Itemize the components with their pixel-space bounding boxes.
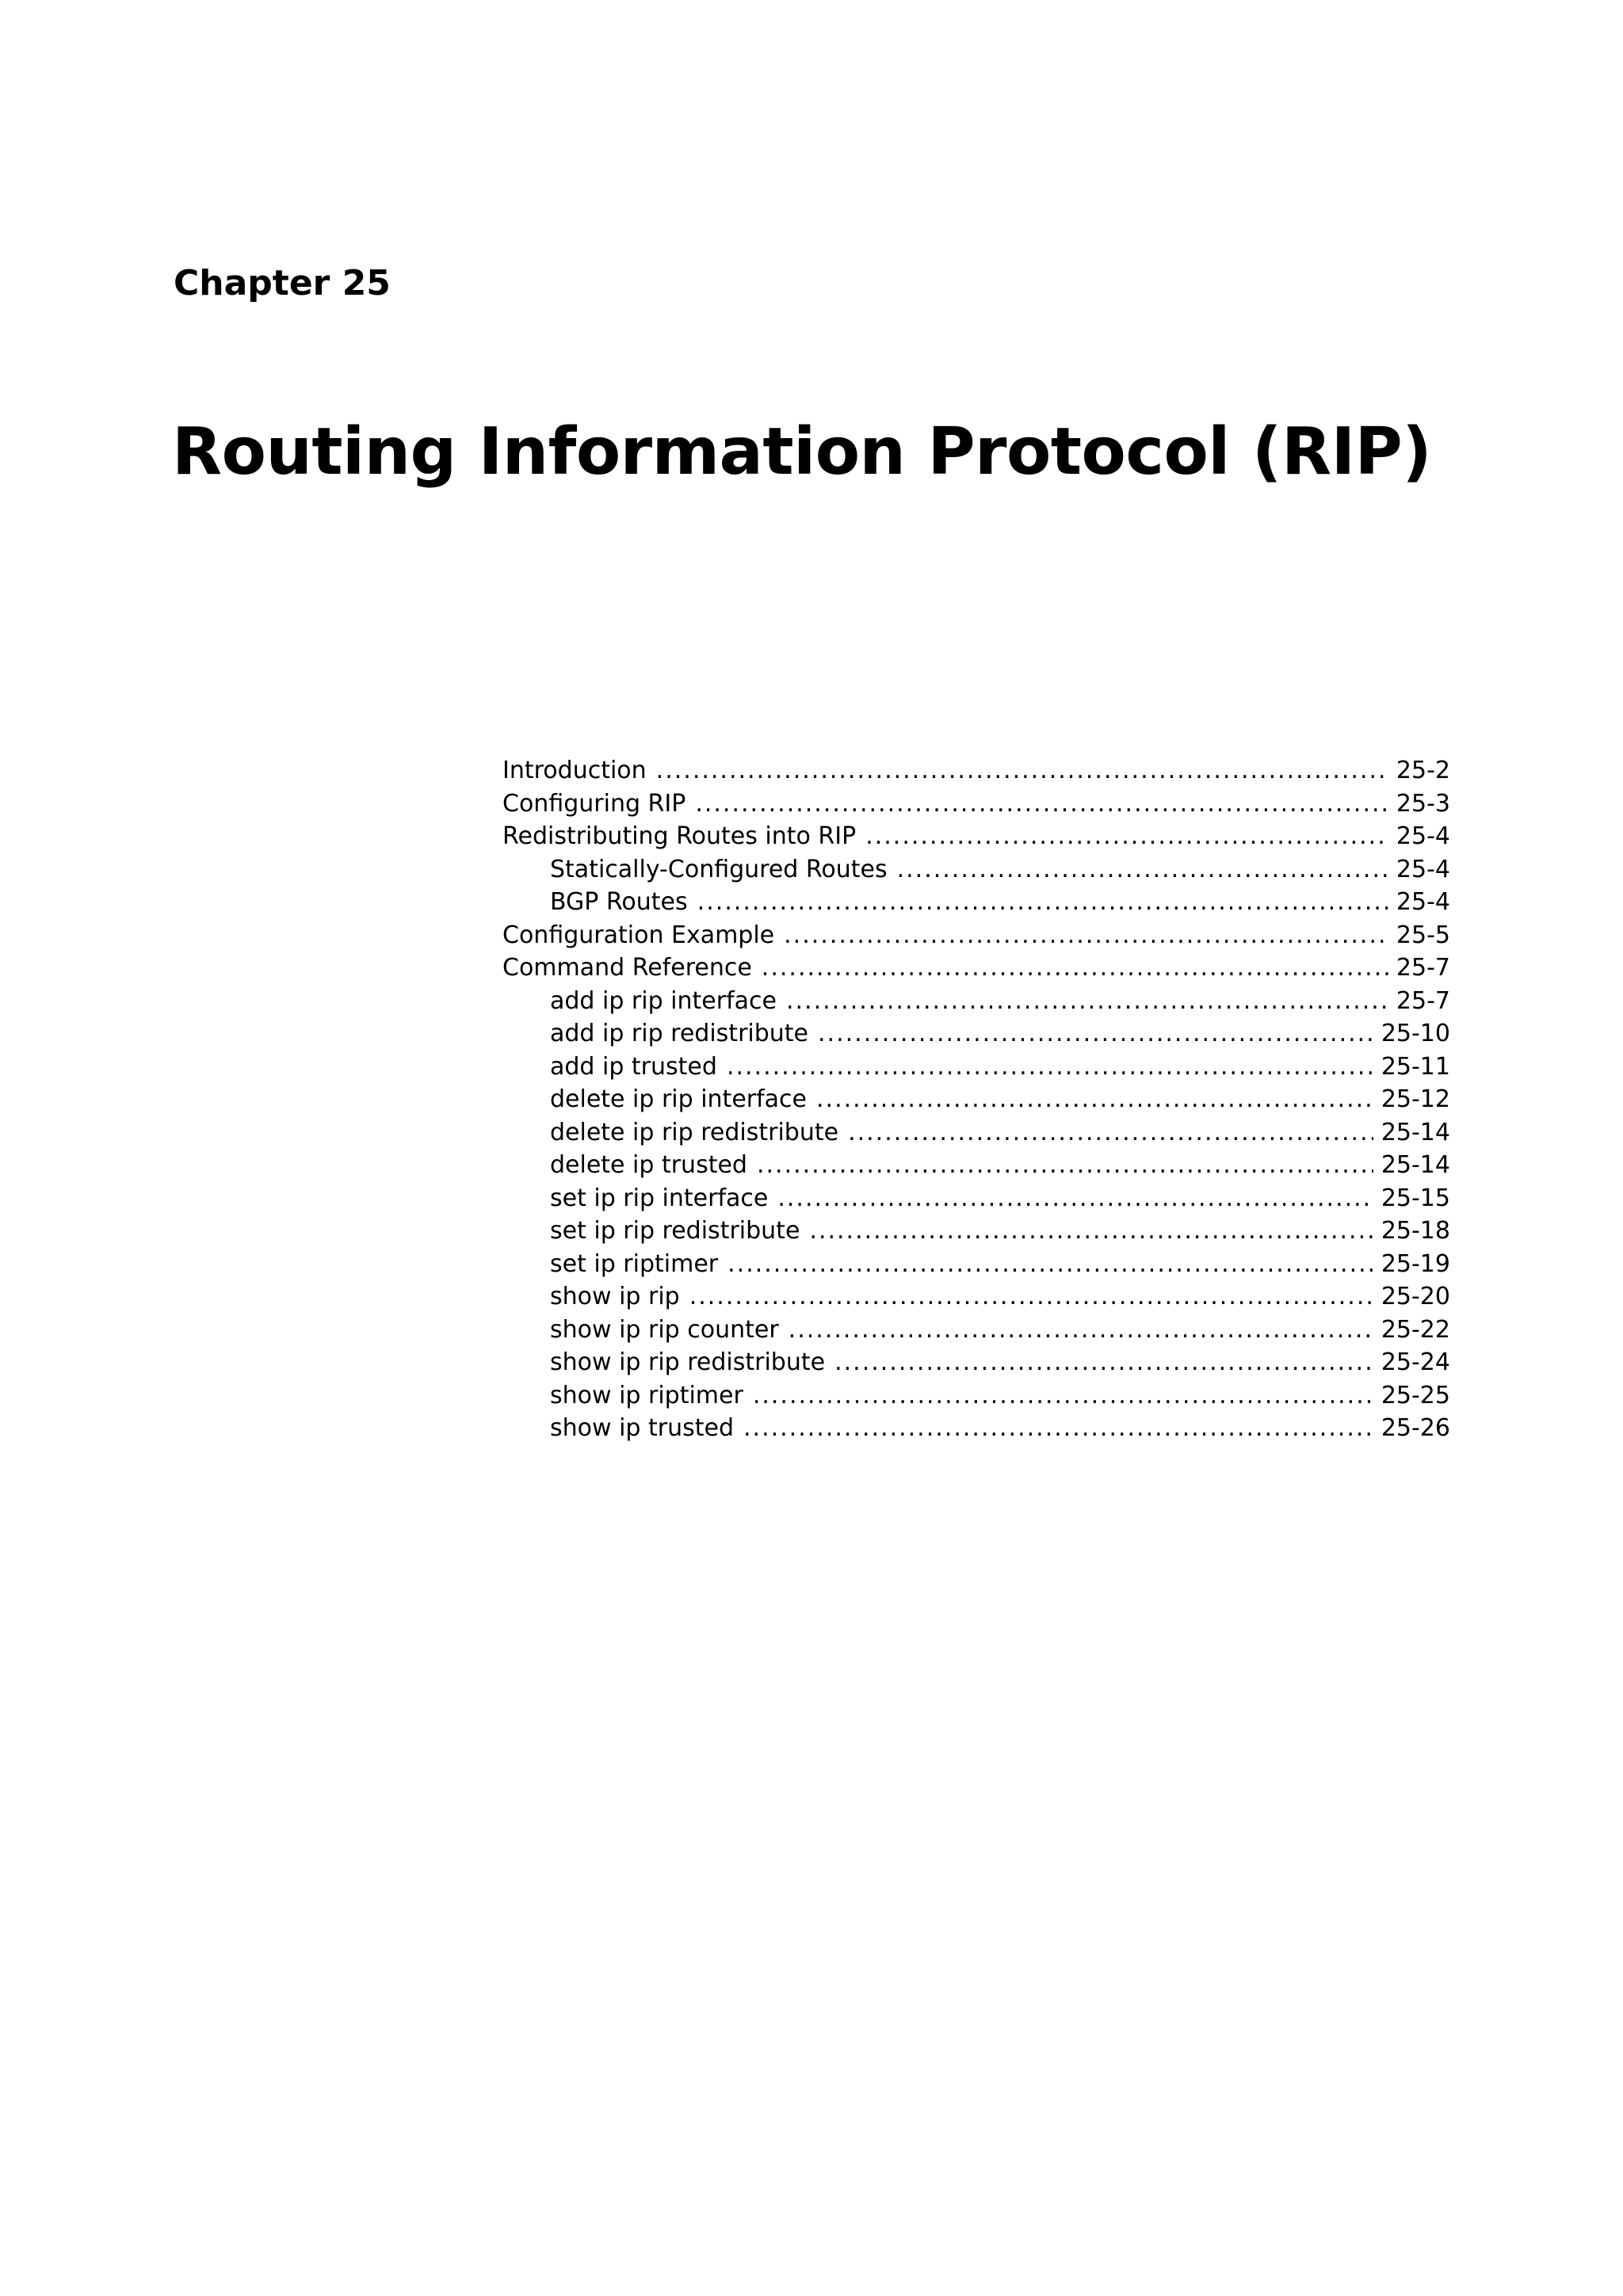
toc-dot-leader bbox=[809, 1215, 1373, 1248]
toc-entry-page: 25-22 bbox=[1381, 1315, 1450, 1344]
toc-entry-title: add ip trusted bbox=[550, 1052, 717, 1081]
toc-entry-title: show ip rip counter bbox=[550, 1315, 779, 1344]
toc-entry[interactable] bbox=[502, 820, 1450, 853]
toc-entry[interactable] bbox=[502, 985, 1450, 1018]
toc-entry-page: 25-10 bbox=[1381, 1020, 1450, 1047]
toc-entry-title: BGP Routes bbox=[550, 888, 688, 916]
toc-dot-leader bbox=[834, 1346, 1373, 1379]
toc-entry-title: delete ip rip redistribute bbox=[550, 1118, 839, 1146]
toc-entry[interactable] bbox=[502, 1215, 1450, 1248]
toc-entry[interactable] bbox=[502, 853, 1450, 887]
toc-entry[interactable] bbox=[502, 1083, 1450, 1116]
toc-entry-page: 25-14 bbox=[1381, 1151, 1450, 1179]
toc-entry-title: delete ip trusted bbox=[550, 1151, 747, 1179]
toc-dot-leader bbox=[689, 1280, 1373, 1314]
chapter-title: Routing Information Protocol (RIP) bbox=[172, 414, 1432, 490]
toc-dot-leader bbox=[727, 1051, 1373, 1084]
toc-entry-page: 25-4 bbox=[1396, 888, 1450, 916]
toc-dot-leader bbox=[695, 788, 1388, 821]
toc-dot-leader bbox=[897, 853, 1388, 887]
toc-entry-page: 25-18 bbox=[1381, 1217, 1450, 1245]
toc-entry-title: set ip rip interface bbox=[550, 1184, 769, 1212]
toc-entry[interactable] bbox=[502, 788, 1450, 821]
toc-entry-title: Configuring RIP bbox=[502, 789, 686, 818]
toc-dot-leader bbox=[848, 1116, 1373, 1150]
toc-dot-leader bbox=[753, 1379, 1373, 1413]
toc-entry-title: delete ip rip interface bbox=[550, 1085, 808, 1113]
toc-entry[interactable] bbox=[502, 1248, 1450, 1281]
toc-entry[interactable] bbox=[502, 886, 1450, 919]
toc-entry[interactable] bbox=[502, 1149, 1450, 1182]
toc-entry-title: show ip rip bbox=[550, 1283, 680, 1310]
toc-entry-title: Configuration Example bbox=[502, 921, 775, 949]
toc-entry-title: Statically-Configured Routes bbox=[550, 855, 888, 883]
toc-entry-page: 25-14 bbox=[1381, 1118, 1450, 1146]
toc-dot-leader bbox=[786, 985, 1388, 1018]
toc-entry[interactable] bbox=[502, 1182, 1450, 1215]
toc-entry-page: 25-7 bbox=[1396, 954, 1450, 982]
toc-dot-leader bbox=[818, 1017, 1373, 1051]
toc-dot-leader bbox=[784, 919, 1388, 952]
toc-entry-page: 25-24 bbox=[1381, 1348, 1450, 1376]
toc-entry-page: 25-11 bbox=[1381, 1052, 1450, 1081]
toc-dot-leader bbox=[762, 952, 1388, 985]
toc-entry-title: show ip trusted bbox=[550, 1414, 734, 1442]
toc-dot-leader bbox=[789, 1314, 1373, 1347]
toc-entry[interactable] bbox=[502, 919, 1450, 952]
toc-dot-leader bbox=[777, 1182, 1373, 1215]
toc-entry[interactable] bbox=[502, 1017, 1450, 1051]
toc-entry-title: show ip rip redistribute bbox=[550, 1348, 826, 1376]
toc-dot-leader bbox=[697, 886, 1388, 919]
toc-entry[interactable] bbox=[502, 754, 1450, 788]
toc-entry-page: 25-5 bbox=[1396, 921, 1450, 949]
toc-dot-leader bbox=[727, 1248, 1373, 1281]
toc-dot-leader bbox=[816, 1083, 1373, 1116]
toc-entry-page: 25-4 bbox=[1396, 822, 1450, 850]
toc-entry[interactable] bbox=[502, 952, 1450, 985]
toc-entry-title: Command Reference bbox=[502, 954, 752, 982]
toc-entry-page: 25-2 bbox=[1396, 757, 1450, 784]
toc-entry-page: 25-25 bbox=[1381, 1381, 1450, 1409]
toc-dot-leader bbox=[656, 754, 1388, 788]
toc-entry-title: set ip riptimer bbox=[550, 1249, 719, 1278]
toc-dot-leader bbox=[865, 820, 1388, 853]
toc-entry-page: 25-15 bbox=[1381, 1184, 1450, 1212]
toc-entry-title: set ip rip redistribute bbox=[550, 1217, 800, 1245]
toc-entry-page: 25-3 bbox=[1396, 789, 1450, 818]
toc-entry-page: 25-7 bbox=[1396, 986, 1450, 1015]
toc-entry-title: show ip riptimer bbox=[550, 1381, 743, 1409]
toc-entry-title: Introduction bbox=[502, 757, 647, 784]
chapter-label: Chapter 25 bbox=[174, 263, 391, 303]
toc-entry-title: add ip rip redistribute bbox=[550, 1020, 809, 1047]
toc-entry-page: 25-20 bbox=[1381, 1283, 1450, 1310]
toc-entry-title: add ip rip interface bbox=[550, 986, 777, 1015]
toc-entry[interactable] bbox=[502, 1116, 1450, 1150]
toc-entry-page: 25-12 bbox=[1381, 1085, 1450, 1113]
toc-entry[interactable] bbox=[502, 1379, 1450, 1413]
toc-entry[interactable] bbox=[502, 1412, 1450, 1445]
table-of-contents bbox=[502, 754, 1450, 1445]
toc-entry[interactable] bbox=[502, 1280, 1450, 1314]
toc-entry[interactable] bbox=[502, 1346, 1450, 1379]
toc-dot-leader bbox=[743, 1412, 1373, 1445]
toc-entry-page: 25-19 bbox=[1381, 1249, 1450, 1278]
toc-entry-title: Redistributing Routes into RIP bbox=[502, 822, 857, 850]
toc-dot-leader bbox=[757, 1149, 1373, 1182]
toc-entry[interactable] bbox=[502, 1051, 1450, 1084]
toc-entry-page: 25-4 bbox=[1396, 855, 1450, 883]
toc-entry[interactable] bbox=[502, 1314, 1450, 1347]
toc-entry-page: 25-26 bbox=[1381, 1414, 1450, 1442]
